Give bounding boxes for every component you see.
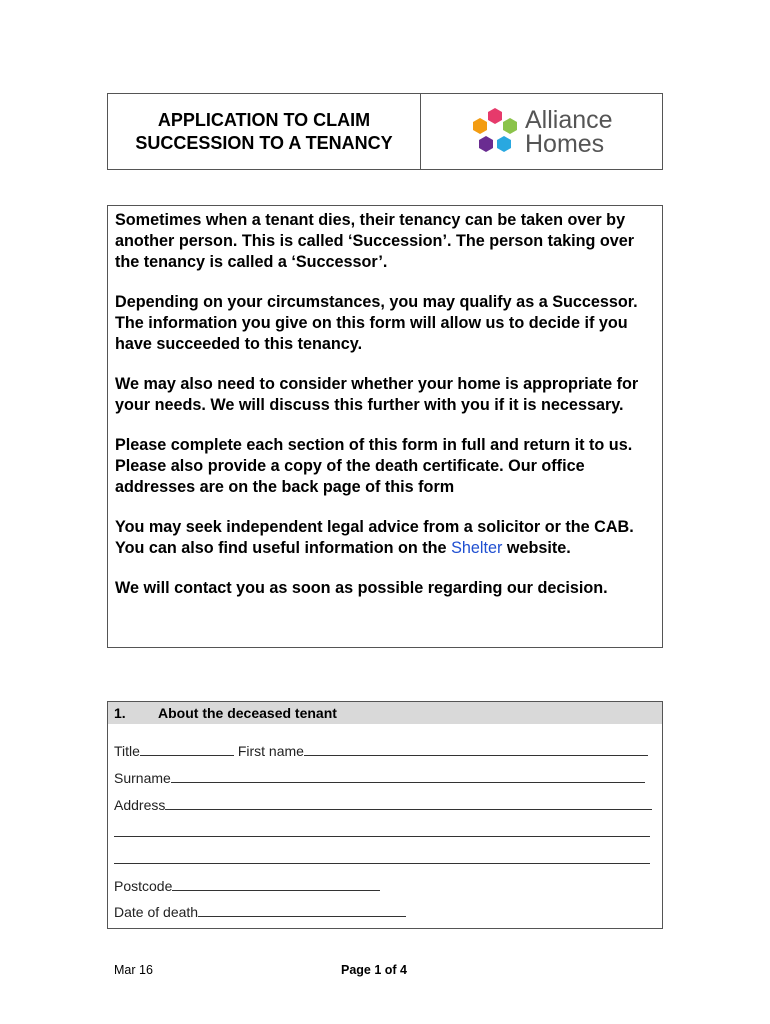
first-name-field[interactable] xyxy=(304,741,648,756)
header-box xyxy=(107,93,663,170)
address-field-2[interactable] xyxy=(114,822,650,837)
alliance-homes-logo-icon xyxy=(469,106,521,158)
address-row-2 xyxy=(114,822,650,840)
surname-field[interactable] xyxy=(171,768,645,783)
intro-paragraph-3: We may also need to consider whether your home is appropriate for your needs. We will discuss this further with you if it is necessary. xyxy=(115,375,639,414)
intro-paragraph-1: Sometimes when a tenant dies, their tenancy can be taken over by another person. This is called ‘Succession’. The person taking over the tenancy is called a ‘Successor’. xyxy=(115,211,635,271)
intro-paragraph-5 xyxy=(115,517,656,559)
document-title xyxy=(108,94,421,169)
address-field-3[interactable] xyxy=(114,849,650,864)
address-row-3 xyxy=(114,849,650,867)
intro-paragraph-5-text: You may seek independent legal advice from a solicitor or the CAB. You can also find useful information on the xyxy=(115,518,634,557)
intro-paragraph-6: We will contact you as soon as possible regarding our decision. xyxy=(115,579,608,597)
intro-box xyxy=(107,205,663,648)
logo xyxy=(421,94,662,169)
title-firstname-row xyxy=(114,741,648,759)
logo-text-line-1: Alliance xyxy=(525,105,613,134)
surname-label: Surname xyxy=(114,770,171,786)
postcode-field[interactable] xyxy=(172,876,380,891)
logo-text xyxy=(525,105,613,158)
postcode-label: Postcode xyxy=(114,878,173,894)
first-name-label: First name xyxy=(237,743,304,759)
address-row xyxy=(114,795,652,813)
intro-paragraph-2: Depending on your circumstances, you may qualify as a Successor. The information you give on this form will allow us to decide if you have succeeded to this tenancy. xyxy=(115,293,638,353)
title-field[interactable] xyxy=(140,741,234,756)
title-line-2: SUCCESSION TO A TENANCY xyxy=(135,132,393,153)
section-title: About the deceased tenant xyxy=(158,705,337,721)
intro-paragraph-4: Please complete each section of this form in full and return it to us. Please also provide a copy of the death certificate. Our office addresses are on the back page of this form xyxy=(115,436,633,496)
section-number: 1. xyxy=(114,705,126,721)
surname-row xyxy=(114,768,645,786)
title-line-1: APPLICATION TO CLAIM xyxy=(157,109,371,130)
logo-text-line-2: Homes xyxy=(525,129,605,158)
date-of-death-row xyxy=(114,902,406,920)
intro-paragraph-5-end: website. xyxy=(502,539,571,557)
footer-date: Mar 16 xyxy=(114,963,153,977)
address-label: Address xyxy=(114,797,166,813)
shelter-link[interactable]: Shelter xyxy=(451,539,503,557)
section-header xyxy=(108,702,662,724)
postcode-row xyxy=(114,876,380,894)
section-deceased-tenant xyxy=(107,701,663,929)
address-field-1[interactable] xyxy=(165,795,652,810)
date-of-death-field[interactable] xyxy=(198,902,406,917)
page-number: Page 1 of 4 xyxy=(341,963,407,977)
date-of-death-label: Date of death xyxy=(114,904,199,920)
title-label: Title xyxy=(114,743,140,759)
